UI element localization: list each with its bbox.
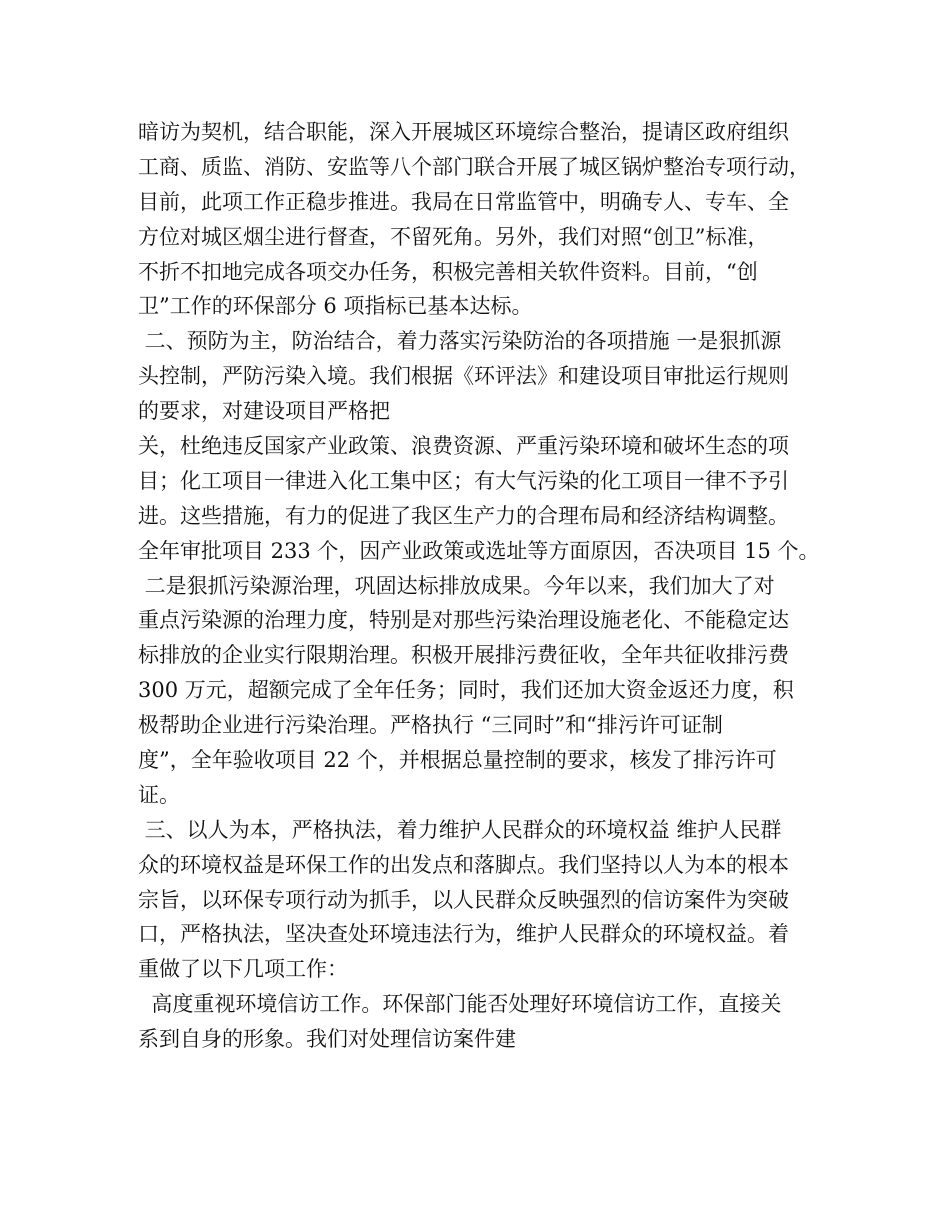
text-line-13: 全年审批项目 233 个，因产业政策或选址等方面原因，否决项目 15 个。 — [138, 538, 820, 563]
text-line-25: 重做了以下几项工作： — [138, 957, 348, 982]
text-line-27: 系到自身的形象。我们对处理信访案件建 — [138, 1027, 516, 1052]
text-line-9: 的要求，对建设项目严格把 — [138, 399, 390, 424]
text-line-4: 方位对城区烟尘进行督查，不留死角。另外，我们对照“创卫”标准， — [138, 224, 769, 249]
text-line-11: 目；化工项目一律进入化工集中区；有大气污染的化工项目一律不予引 — [138, 468, 789, 493]
text-line-10: 关，杜绝违反国家产业政策、浪费资源、严重污染环境和破坏生态的项 — [138, 434, 789, 459]
body-text — [138, 115, 828, 1057]
text-line-3: 目前，此项工作正稳步推进。我局在日常监管中，明确专人、专车、全 — [138, 189, 789, 214]
text-line-15: 重点污染源的治理力度，特别是对那些污染治理设施老化、不能稳定达 — [138, 608, 789, 633]
text-line-20: 证。 — [138, 782, 180, 807]
text-line-1: 暗访为契机，结合职能，深入开展城区环境综合整治，提请区政府组织 — [138, 120, 789, 144]
text-line-23: 宗旨，以环保专项行动为抓手，以人民群众反映强烈的信访案件为突破 — [138, 887, 789, 912]
text-line-18: 极帮助企业进行污染治理。严格执行 “三同时”和“排污许可证制 — [138, 713, 723, 738]
text-line-16: 标排放的企业实行限期治理。积极开展排污费征收，全年共征收排污费 — [138, 643, 789, 668]
text-line-19: 度”，全年验收项目 22 个，并根据总量控制的要求，核发了排污许可 — [138, 748, 777, 773]
text-line-6: 卫”工作的环保部分 6 项指标已基本达标。 — [138, 294, 533, 319]
text-line-26: 高度重视环境信访工作。环保部门能否处理好环境信访工作，直接关 — [138, 992, 782, 1017]
text-line-5: 不折不扣地完成各项交办任务，积极完善相关软件资料。目前，“创 — [138, 259, 758, 284]
text-line-12: 进。这些措施，有力的促进了我区生产力的合理布局和经济结构调整。 — [138, 503, 789, 528]
section-heading-3: 三、以人为本，严格执法，着力维护人民群众的环境权益 维护人民群 — [138, 817, 782, 842]
text-line-22: 众的环境权益是环保工作的出发点和落脚点。我们坚持以人为本的根本 — [138, 852, 789, 877]
text-line-17: 300 万元，超额完成了全年任务；同时，我们还加大资金返还力度，积 — [138, 678, 794, 703]
text-line-8: 头控制，严防污染入境。我们根据《环评法》和建设项目审批运行规则 — [138, 364, 789, 389]
section-heading-2: 二、预防为主，防治结合，着力落实污染防治的各项措施 一是狠抓源 — [138, 329, 782, 354]
text-line-24: 口，严格执法，坚决查处环境违法行为，维护人民群众的环境权益。着 — [138, 922, 789, 947]
text-line-14: 二是狠抓污染源治理，巩固达标排放成果。今年以来，我们加大了对 — [138, 573, 775, 598]
text-line-2: 工商、质监、消防、安监等八个部门联合开展了城区锅炉整治专项行动， — [138, 154, 810, 179]
